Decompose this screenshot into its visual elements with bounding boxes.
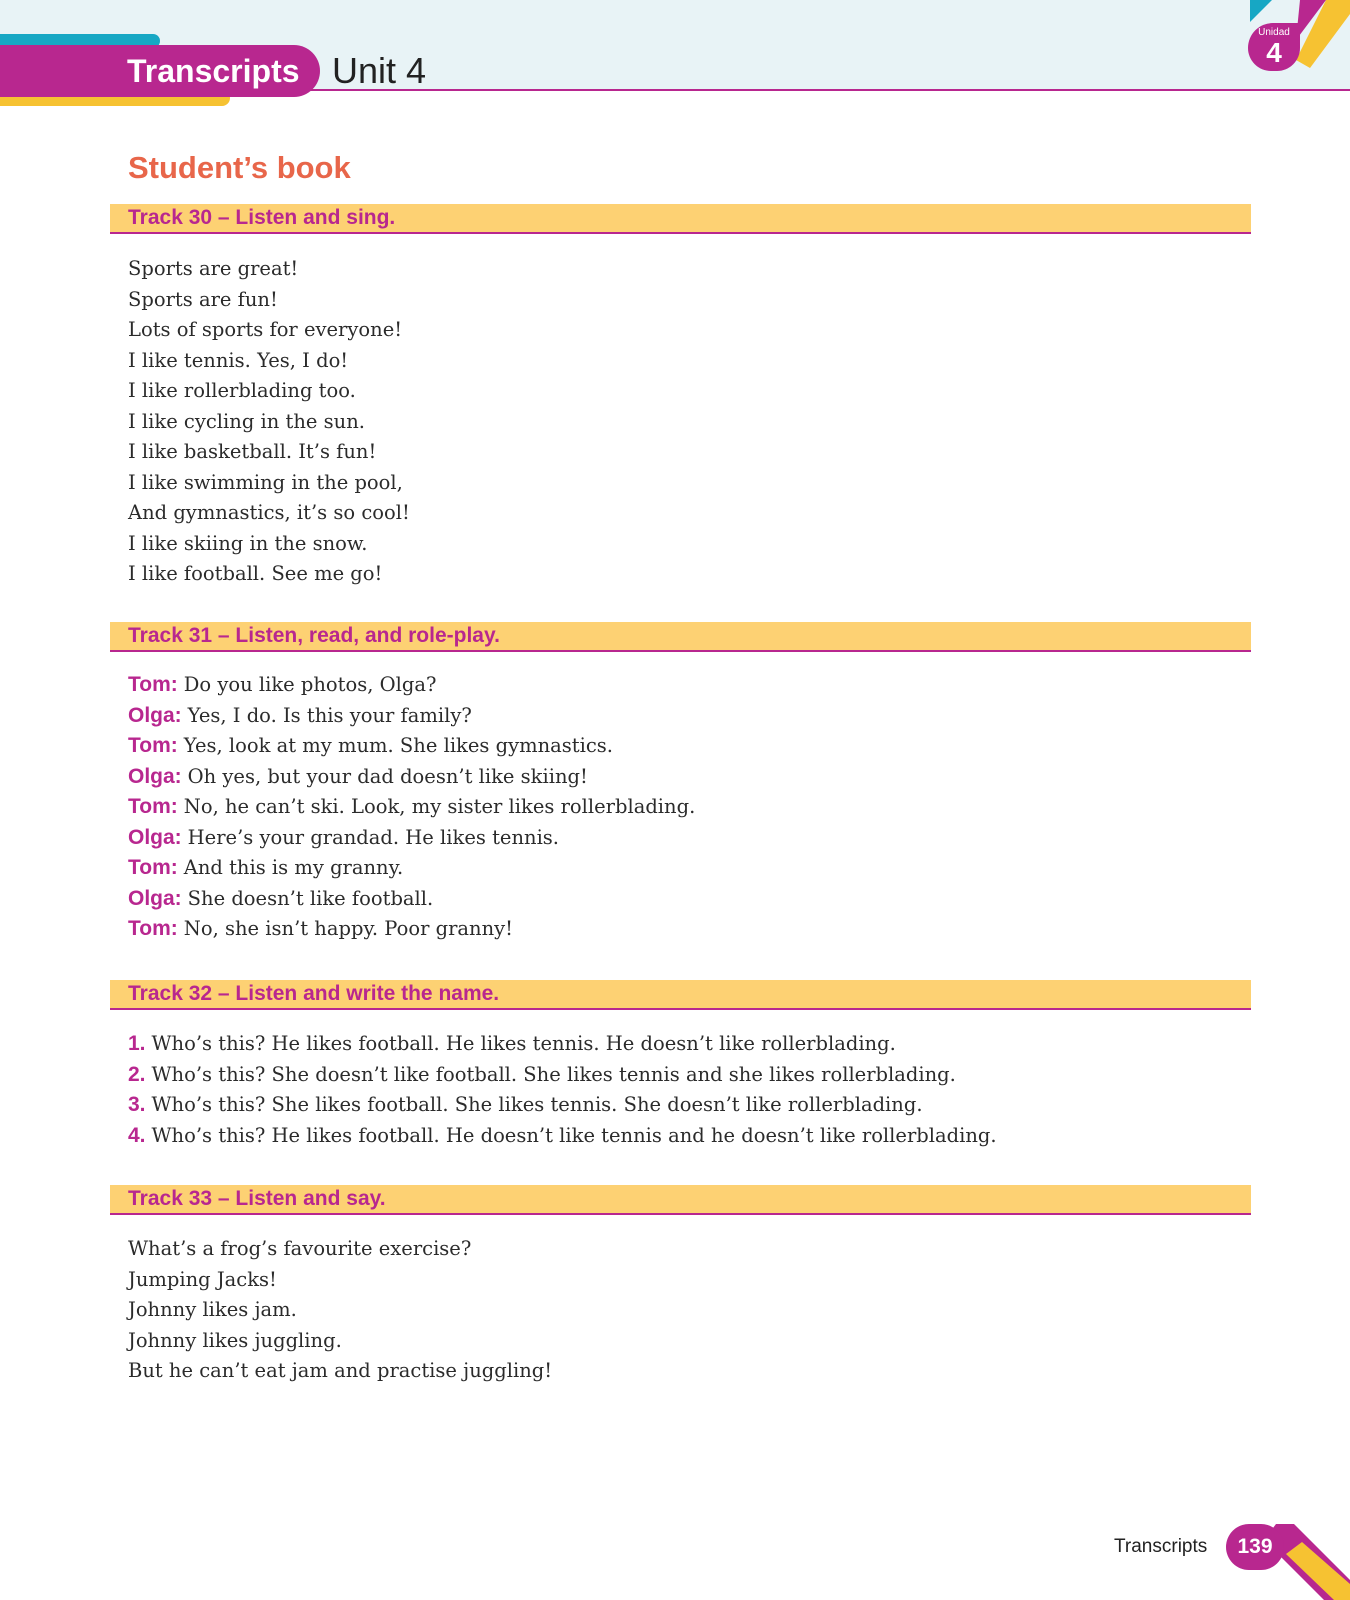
page-title: Transcripts — [0, 45, 320, 97]
lyric-line: I like rollerblading too. — [128, 379, 356, 402]
dialogue-line — [128, 823, 695, 854]
dialogue-text: No, he can’t ski. Look, my sister likes rollerblading. — [183, 795, 696, 818]
lyric-line: I like basketball. It’s fun! — [128, 440, 377, 463]
list-item — [128, 1060, 997, 1091]
speaker-name: Tom: — [128, 734, 178, 757]
dialogue-line — [128, 914, 695, 945]
speaker-name: Olga: — [128, 886, 182, 910]
speaker-name: Tom: — [128, 673, 178, 696]
item-number: 3. — [128, 1093, 146, 1116]
speaker-name: Olga: — [128, 703, 182, 727]
item-text: Who’s this? She likes football. She likes tennis. She doesn’t like rollerblading. — [151, 1093, 923, 1116]
speaker-name: Olga: — [128, 764, 182, 788]
lyric-line: I like tennis. Yes, I do! — [128, 348, 349, 372]
speaker-name: Tom: — [128, 917, 178, 940]
unit-label: Unit 4 — [332, 50, 427, 91]
footer-label: Transcripts — [1114, 1536, 1208, 1557]
lyric-line: Lots of sports for everyone! — [128, 318, 403, 341]
badge-number: 4 — [1266, 37, 1282, 68]
lyric-line: Sports are great! — [128, 257, 299, 280]
dialogue-text: Oh yes, but your dad doesn’t like skiing! — [187, 764, 588, 788]
dialogue-text: She doesn’t like football. — [187, 886, 434, 910]
dialogue — [128, 670, 695, 945]
dialogue-text: And this is my granny. — [183, 856, 404, 879]
item-text: Who’s this? He likes football. He doesn’t like tennis and he doesn’t like rollerblading. — [151, 1123, 997, 1147]
list-item — [128, 1090, 997, 1121]
unit-badge — [1248, 23, 1300, 71]
song-lyrics — [128, 254, 410, 590]
numbered-list — [128, 1029, 997, 1151]
speaker-name: Tom: — [128, 795, 178, 818]
item-text: Who’s this? She doesn’t like football. She likes tennis and she likes rollerblading. — [151, 1062, 956, 1086]
item-number: 4. — [128, 1123, 146, 1147]
text-line: What’s a frog’s favourite exercise? — [128, 1237, 472, 1260]
dialogue-line — [128, 731, 695, 762]
track-heading: Track 33 – Listen and say. — [110, 1185, 1251, 1215]
track-heading: Track 30 – Listen and sing. — [110, 204, 1251, 234]
dialogue-text: Here’s your grandad. He likes tennis. — [187, 825, 560, 849]
dialogue-line — [128, 670, 695, 701]
item-number: 1. — [128, 1032, 146, 1055]
dialogue-line — [128, 762, 695, 793]
lyric-line: I like swimming in the pool, — [128, 470, 403, 494]
speaker-name: Tom: — [128, 856, 178, 879]
badge-label: Unidad — [1258, 27, 1290, 38]
section-title: Student’s book — [128, 150, 351, 185]
tongue-twister — [128, 1234, 552, 1387]
dialogue-line — [128, 701, 695, 732]
lyric-line: I like skiing in the snow. — [128, 531, 368, 555]
page-number: 139 — [1237, 1535, 1273, 1558]
dialogue-line — [128, 884, 695, 915]
text-line: Johnny likes juggling. — [128, 1328, 342, 1352]
list-item — [128, 1029, 997, 1060]
dialogue-text: Yes, look at my mum. She likes gymnastics. — [183, 734, 613, 757]
dialogue-text: No, she isn’t happy. Poor granny! — [183, 917, 514, 940]
track-heading: Track 32 – Listen and write the name. — [110, 980, 1251, 1010]
lyric-line: I like football. See me go! — [128, 562, 383, 585]
list-item — [128, 1121, 997, 1152]
lyric-line: I like cycling in the sun. — [128, 409, 365, 433]
text-line: Jumping Jacks! — [128, 1267, 277, 1291]
dialogue-line — [128, 853, 695, 884]
dialogue-text: Do you like photos, Olga? — [183, 673, 437, 696]
dialogue-text: Yes, I do. Is this your family? — [187, 703, 472, 727]
lyric-line: Sports are fun! — [128, 287, 278, 311]
track-heading: Track 31 – Listen, read, and role-play. — [110, 622, 1251, 652]
item-text: Who’s this? He likes football. He likes tennis. He doesn’t like rollerblading. — [151, 1032, 896, 1055]
text-line: But he can’t eat jam and practise juggling! — [128, 1359, 553, 1382]
text-line: Johnny likes jam. — [128, 1298, 297, 1321]
item-number: 2. — [128, 1062, 146, 1086]
speaker-name: Olga: — [128, 825, 182, 849]
lyric-line: And gymnastics, it’s so cool! — [128, 501, 410, 524]
header-rule — [300, 89, 1350, 91]
dialogue-line — [128, 792, 695, 823]
